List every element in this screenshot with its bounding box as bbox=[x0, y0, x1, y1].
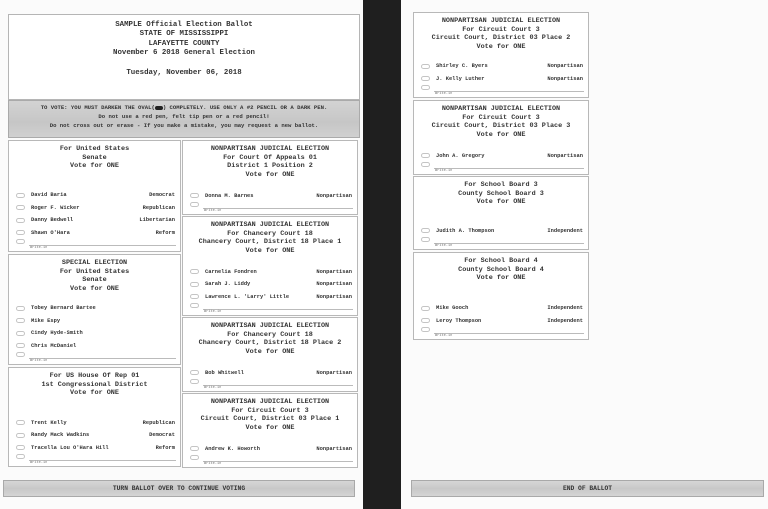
race-title-line: For School Board 4 bbox=[464, 257, 538, 265]
ballot-page-back bbox=[401, 0, 768, 509]
race-title-line: For School Board 3 bbox=[464, 181, 538, 189]
candidate-name: Donna M. Barnes bbox=[205, 192, 254, 199]
vote-for-instruction: Vote for ONE bbox=[476, 131, 526, 140]
race-title-line: NONPARTISAN JUDICIAL ELECTION bbox=[210, 398, 330, 406]
vote-oval[interactable] bbox=[421, 64, 430, 69]
race-chancery-18-place-1 bbox=[182, 216, 358, 316]
candidate-party: Democrat bbox=[149, 432, 175, 439]
write-in-line[interactable] bbox=[29, 460, 176, 461]
candidate-name: Tracella Lou O'Hara Hill bbox=[31, 444, 109, 451]
race-title bbox=[183, 141, 357, 180]
write-in-label: Write-in bbox=[435, 244, 453, 248]
write-in-oval[interactable] bbox=[190, 303, 199, 308]
race-title-line: For Chancery Court 18 bbox=[227, 229, 313, 238]
race-school-board-4 bbox=[413, 252, 589, 340]
write-in-oval[interactable] bbox=[190, 202, 199, 207]
race-us-senate bbox=[8, 140, 181, 252]
vote-oval[interactable] bbox=[190, 269, 199, 274]
write-in-line[interactable] bbox=[434, 168, 584, 169]
race-title-line: 1st Congressional District bbox=[41, 380, 148, 389]
candidate-party: Nonpartisan bbox=[316, 293, 352, 300]
candidate-list bbox=[183, 443, 357, 468]
candidate-party: Democrat bbox=[149, 192, 175, 199]
candidate-name: Tobey Bernard Bartee bbox=[31, 305, 96, 312]
race-circuit-03-place-2 bbox=[413, 12, 589, 98]
candidate-party: Republican bbox=[142, 204, 175, 211]
candidate-row[interactable] bbox=[9, 189, 180, 202]
write-in-label: Write-in bbox=[30, 246, 48, 250]
vote-oval[interactable] bbox=[16, 306, 25, 311]
vote-oval[interactable] bbox=[190, 446, 199, 451]
candidate-row[interactable] bbox=[9, 429, 180, 442]
write-in-label: Write-in bbox=[435, 169, 453, 173]
ballot-election-name: November 6 2018 General Election bbox=[113, 49, 255, 58]
candidate-party: Nonpartisan bbox=[316, 192, 352, 199]
end-of-ballot-banner: END OF BALLOT bbox=[411, 480, 764, 497]
write-in-label: Write-in bbox=[204, 462, 222, 466]
candidate-party: Republican bbox=[142, 419, 175, 426]
write-in-row[interactable] bbox=[414, 162, 588, 174]
candidate-party: Nonpartisan bbox=[316, 369, 352, 376]
vote-oval[interactable] bbox=[16, 420, 25, 425]
candidate-row[interactable] bbox=[9, 327, 180, 340]
candidate-list bbox=[414, 302, 588, 339]
candidate-name: Mike Gooch bbox=[436, 305, 469, 312]
ballot-header bbox=[8, 14, 360, 100]
candidate-party: Nonpartisan bbox=[547, 63, 583, 70]
candidate-row[interactable] bbox=[9, 417, 180, 430]
vote-oval[interactable] bbox=[421, 228, 430, 233]
candidate-party: Reform bbox=[155, 444, 175, 451]
write-in-row[interactable] bbox=[9, 352, 180, 364]
candidate-row[interactable] bbox=[9, 442, 180, 455]
candidate-name: Andrew K. Howorth bbox=[205, 445, 260, 452]
race-school-board-3 bbox=[413, 176, 589, 250]
vote-for-instruction: Vote for ONE bbox=[245, 424, 295, 433]
vote-oval[interactable] bbox=[16, 193, 25, 198]
candidate-name: Leroy Thompson bbox=[436, 317, 482, 324]
vote-for-instruction: Vote for ONE bbox=[476, 43, 526, 52]
race-circuit-03-place-3 bbox=[413, 100, 589, 175]
write-in-label: Write-in bbox=[204, 386, 222, 390]
ballot-page-front bbox=[0, 0, 363, 509]
voting-instructions bbox=[8, 100, 360, 138]
candidate-name: Trent Kelly bbox=[31, 419, 67, 426]
write-in-label: Write-in bbox=[30, 461, 48, 465]
race-title bbox=[9, 368, 180, 398]
write-in-line[interactable] bbox=[203, 309, 353, 310]
race-title-line: For US House Of Rep 01 bbox=[49, 372, 140, 380]
write-in-row[interactable] bbox=[183, 379, 357, 391]
race-us-house-01 bbox=[8, 367, 181, 467]
candidate-list bbox=[9, 302, 180, 364]
vote-for-instruction: Vote for ONE bbox=[245, 247, 295, 256]
candidate-name: John A. Gregory bbox=[436, 152, 485, 159]
race-title bbox=[183, 217, 357, 256]
candidate-party: Nonpartisan bbox=[316, 268, 352, 275]
vote-oval[interactable] bbox=[421, 318, 430, 323]
race-title bbox=[183, 394, 357, 433]
race-title-line: NONPARTISAN JUDICIAL ELECTION bbox=[210, 145, 330, 153]
race-title-line: NONPARTISAN JUDICIAL ELECTION bbox=[210, 221, 330, 229]
candidate-row[interactable] bbox=[183, 278, 357, 291]
race-us-senate-special bbox=[8, 254, 181, 365]
filled-oval-icon bbox=[155, 106, 163, 110]
candidate-list bbox=[183, 367, 357, 392]
candidate-row[interactable] bbox=[9, 202, 180, 215]
vote-for-instruction: Vote for ONE bbox=[70, 162, 119, 171]
write-in-line[interactable] bbox=[203, 208, 353, 209]
candidate-name: Randy Mack Wadkins bbox=[31, 432, 90, 439]
instruction-line-1: TO VOTE: YOU MUST DARKEN THE OVAL( ) COMPLETELY. USE ONLY A #2 PENCIL OR A DARK PEN. bbox=[40, 104, 328, 111]
race-title-line: For United States bbox=[59, 267, 130, 276]
vote-oval[interactable] bbox=[16, 331, 25, 336]
race-title-line: Senate bbox=[82, 153, 107, 162]
candidate-row[interactable] bbox=[9, 340, 180, 353]
candidate-party: Independent bbox=[547, 317, 583, 324]
ballot-state: STATE OF MISSISSIPPI bbox=[139, 30, 229, 39]
candidate-row[interactable] bbox=[183, 190, 357, 203]
vote-oval[interactable] bbox=[421, 153, 430, 158]
write-in-line[interactable] bbox=[203, 385, 353, 386]
race-title-line: Circuit Court, District 03 Place 3 bbox=[431, 122, 571, 131]
candidate-row[interactable] bbox=[414, 150, 588, 163]
race-court-of-appeals bbox=[182, 140, 358, 215]
vote-for-instruction: Vote for ONE bbox=[245, 171, 295, 180]
race-title-line: NONPARTISAN JUDICIAL ELECTION bbox=[210, 322, 330, 330]
write-in-oval[interactable] bbox=[421, 237, 430, 242]
write-in-row[interactable] bbox=[414, 237, 588, 249]
race-title-line: Senate bbox=[82, 276, 107, 285]
candidate-name: Sarah J. Liddy bbox=[205, 281, 251, 288]
race-title bbox=[414, 177, 588, 207]
turn-over-banner: TURN BALLOT OVER TO CONTINUE VOTING bbox=[3, 480, 355, 497]
write-in-oval[interactable] bbox=[190, 379, 199, 384]
candidate-name: Carnelia Fondren bbox=[205, 268, 257, 275]
candidate-list bbox=[414, 150, 588, 175]
candidate-name: Danny Bedwell bbox=[31, 217, 74, 224]
candidate-party: Reform bbox=[155, 229, 175, 236]
ballot-county: LAFAYETTE COUNTY bbox=[148, 39, 220, 48]
instruction-line-2: Do not use a red pen, felt tip pen or a red pencil! bbox=[98, 113, 270, 120]
write-in-oval[interactable] bbox=[190, 455, 199, 460]
race-title bbox=[183, 318, 357, 357]
vote-oval[interactable] bbox=[190, 193, 199, 198]
write-in-row[interactable] bbox=[183, 303, 357, 315]
write-in-label: Write-in bbox=[204, 209, 222, 213]
race-title-line: District 1 Position 2 bbox=[227, 162, 313, 171]
candidate-row[interactable] bbox=[9, 315, 180, 328]
vote-oval[interactable] bbox=[16, 318, 25, 323]
candidate-name: Lawrence L. 'Larry' Little bbox=[205, 293, 290, 300]
vote-oval[interactable] bbox=[190, 370, 199, 375]
candidate-name: J. Kelly Luther bbox=[436, 75, 485, 82]
race-title-line: For Court Of Appeals 01 bbox=[223, 153, 317, 162]
vote-oval[interactable] bbox=[421, 76, 430, 81]
candidate-party: Nonpartisan bbox=[316, 445, 352, 452]
candidate-row[interactable] bbox=[414, 60, 588, 73]
race-circuit-03-place-1 bbox=[182, 393, 358, 468]
write-in-row[interactable] bbox=[9, 454, 180, 466]
write-in-oval[interactable] bbox=[421, 85, 430, 90]
vote-for-instruction: Vote for ONE bbox=[476, 198, 526, 207]
write-in-oval[interactable] bbox=[421, 162, 430, 167]
write-in-row[interactable] bbox=[414, 327, 588, 339]
vote-oval[interactable] bbox=[421, 306, 430, 311]
race-title-line: Circuit Court, District 03 Place 2 bbox=[431, 34, 571, 43]
candidate-party: Nonpartisan bbox=[547, 75, 583, 82]
vote-oval[interactable] bbox=[16, 218, 25, 223]
candidate-name: Chris McDaniel bbox=[31, 342, 77, 349]
vote-oval[interactable] bbox=[16, 343, 25, 348]
vote-for-instruction: Vote for ONE bbox=[476, 274, 526, 283]
write-in-label: Write-in bbox=[204, 310, 222, 314]
write-in-line[interactable] bbox=[434, 243, 584, 244]
vote-oval[interactable] bbox=[190, 282, 199, 287]
write-in-row[interactable] bbox=[183, 455, 357, 467]
race-title-line: NONPARTISAN JUDICIAL ELECTION bbox=[441, 17, 561, 25]
candidate-name: Bob Whitwell bbox=[205, 369, 244, 376]
write-in-label: Write-in bbox=[435, 92, 453, 96]
race-title-line: For Chancery Court 18 bbox=[227, 330, 313, 339]
candidate-list bbox=[414, 60, 588, 97]
write-in-line[interactable] bbox=[434, 333, 584, 334]
race-title bbox=[9, 141, 180, 171]
race-title bbox=[414, 13, 588, 52]
race-title-line: County School Board 4 bbox=[458, 265, 544, 274]
race-title-line: For United States bbox=[59, 145, 130, 153]
race-chancery-18-place-2 bbox=[182, 317, 358, 392]
vote-for-instruction: Vote for ONE bbox=[70, 389, 119, 398]
candidate-party: Nonpartisan bbox=[316, 281, 352, 288]
candidate-row[interactable] bbox=[9, 214, 180, 227]
write-in-line[interactable] bbox=[434, 91, 584, 92]
candidate-list bbox=[183, 190, 357, 215]
candidate-row[interactable] bbox=[9, 227, 180, 240]
candidate-row[interactable] bbox=[183, 367, 357, 380]
vote-oval[interactable] bbox=[16, 205, 25, 210]
write-in-row[interactable] bbox=[183, 202, 357, 214]
vote-oval[interactable] bbox=[16, 433, 25, 438]
vote-oval[interactable] bbox=[16, 445, 25, 450]
vote-oval[interactable] bbox=[190, 294, 199, 299]
write-in-row[interactable] bbox=[414, 85, 588, 97]
write-in-label: Write-in bbox=[30, 359, 48, 363]
write-in-label: Write-in bbox=[435, 334, 453, 338]
candidate-party: Nonpartisan bbox=[547, 152, 583, 159]
write-in-oval[interactable] bbox=[16, 454, 25, 459]
race-title-line: County School Board 3 bbox=[458, 189, 544, 198]
write-in-line[interactable] bbox=[29, 358, 176, 359]
race-title bbox=[414, 101, 588, 140]
ballot-title: SAMPLE Official Election Ballot bbox=[115, 21, 253, 29]
candidate-list bbox=[9, 417, 180, 467]
candidate-row[interactable] bbox=[9, 302, 180, 315]
race-title-line: For Circuit Court 3 bbox=[462, 25, 540, 34]
candidate-row[interactable] bbox=[414, 225, 588, 238]
candidate-name: Judith A. Thompson bbox=[436, 227, 495, 234]
candidate-name: David Baria bbox=[31, 192, 67, 199]
race-title bbox=[414, 253, 588, 283]
page-gutter bbox=[363, 0, 401, 509]
candidate-list bbox=[414, 225, 588, 250]
candidate-row[interactable] bbox=[183, 291, 357, 304]
vote-for-instruction: Vote for ONE bbox=[70, 285, 119, 294]
candidate-list bbox=[9, 189, 180, 251]
race-title-line: Circuit Court, District 03 Place 1 bbox=[200, 415, 340, 424]
write-in-oval[interactable] bbox=[421, 327, 430, 332]
candidate-name: Cindy Hyde-Smith bbox=[31, 330, 83, 337]
write-in-oval[interactable] bbox=[16, 239, 25, 244]
candidate-row[interactable] bbox=[414, 302, 588, 315]
candidate-party: Independent bbox=[547, 227, 583, 234]
candidate-row[interactable] bbox=[183, 443, 357, 456]
write-in-oval[interactable] bbox=[16, 352, 25, 357]
candidate-name: Shirley C. Byers bbox=[436, 63, 488, 70]
write-in-line[interactable] bbox=[203, 461, 353, 462]
write-in-line[interactable] bbox=[29, 245, 176, 246]
vote-oval[interactable] bbox=[16, 230, 25, 235]
candidate-name: Roger F. Wicker bbox=[31, 204, 80, 211]
vote-for-instruction: Vote for ONE bbox=[245, 348, 295, 357]
candidate-row[interactable] bbox=[183, 266, 357, 279]
race-title-line: SPECIAL ELECTION bbox=[61, 259, 128, 267]
instruction-line-3: Do not cross out or erase - If you make a mistake, you may request a new ballot. bbox=[49, 122, 319, 129]
race-title-line: Chancery Court, District 18 Place 1 bbox=[198, 238, 342, 247]
candidate-row[interactable] bbox=[414, 315, 588, 328]
candidate-name: Mike Espy bbox=[31, 317, 61, 324]
candidate-party: Libertarian bbox=[139, 217, 175, 224]
race-title bbox=[9, 255, 180, 294]
ballot-date: Tuesday, November 06, 2018 bbox=[126, 68, 242, 77]
candidate-name: Shawn O'Hara bbox=[31, 229, 70, 236]
race-title-line: For Circuit Court 3 bbox=[231, 406, 309, 415]
write-in-row[interactable] bbox=[9, 239, 180, 251]
race-title-line: Chancery Court, District 18 Place 2 bbox=[198, 339, 342, 348]
candidate-party: Independent bbox=[547, 305, 583, 312]
candidate-row[interactable] bbox=[414, 73, 588, 86]
candidate-list bbox=[183, 266, 357, 316]
race-title-line: NONPARTISAN JUDICIAL ELECTION bbox=[441, 105, 561, 113]
race-title-line: For Circuit Court 3 bbox=[462, 113, 540, 122]
